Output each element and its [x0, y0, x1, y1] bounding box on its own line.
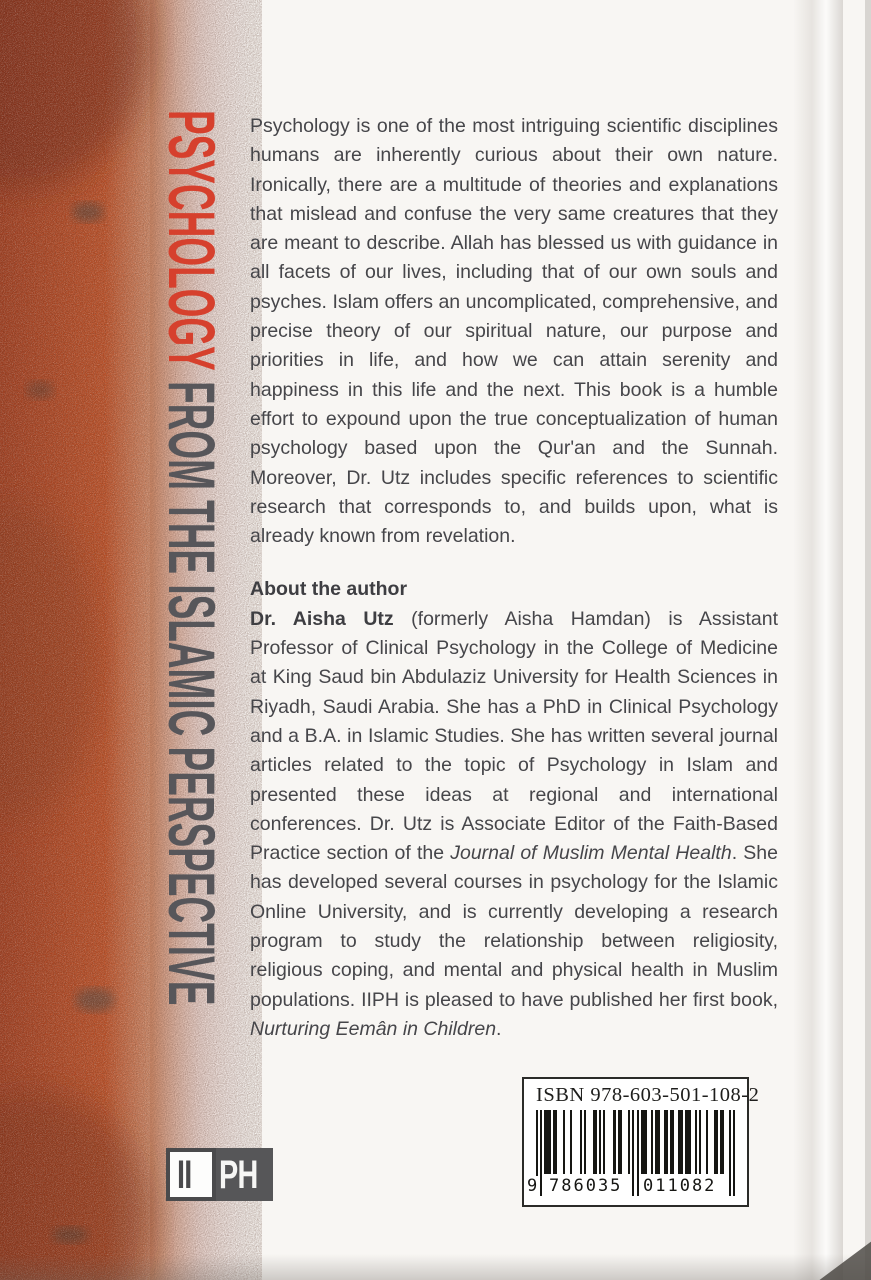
logo-letters-ii: II — [177, 1152, 192, 1197]
barcode-digit-lead: 9 — [527, 1176, 540, 1196]
barcode-digits-left: 786035 — [549, 1176, 623, 1196]
isbn-box — [522, 1077, 760, 1207]
spine-title-psychology: PSYCHOLOGY — [155, 110, 229, 371]
about-the-author-heading: About the author — [250, 578, 408, 601]
publisher-logo-iiph — [166, 1148, 273, 1201]
right-edge-shadow — [865, 0, 871, 1280]
logo-letters-ph: PH — [219, 1152, 258, 1197]
ean13-barcode — [527, 1110, 735, 1202]
isbn-number: ISBN 978-603-501-108-2 — [536, 1084, 760, 1106]
author-bio-paragraph: Dr. Aisha Utz (formerly Aisha Hamdan) is Assistant Professor of Clinical Psychology in the College of Medicine at King Saud bin Abdulaziz University for Health Sciences in Riyadh, Saudi Arabia. She has a PhD in Clinical Psychology and a B.A. in Islamic Studies. She has written several journal articles related to the topic of Psychology in Islam and presented these ideas at regional and international conferences. Dr. Utz is Associate Editor of the Faith-Based Practice section of the Journal of Muslim Mental Health. She has developed several courses in psychology for the Islamic Online University, and is currently developing a research program to study the relationship between religiosity, religious coping, and mental and physical health in Muslim populations. IIPH is pleased to have published her first book, Nurturing Eemân in Children. — [250, 607, 778, 1040]
spine-title-subtitle: FROM THE ISLAMIC PERSPECTIVE — [155, 370, 229, 1006]
background-corner — [815, 1232, 871, 1280]
back-cover-text-column — [250, 100, 778, 1044]
spine-title — [153, 110, 229, 1017]
barcode-digits-right: 011082 — [643, 1176, 717, 1196]
synopsis-paragraph: Psychology is one of the most intriguing scientific disciplines humans are inherently curious about their own nature. Ironically, there are a multitude of theories and explanations that mislead and confuse the very same creatures that they are meant to describe. Allah has blessed us with guidance in all facets of our lives, including that of our own souls and psyches. Islam offers an uncomplicated, comprehensive, and precise theory of our spiritual nature, our purpose and priorities in life, and how we can attain serenity and happiness in this life and the next. This book is a humble effort to expound upon the true conceptualization of human psychology based upon the Qur'an and the Sunnah. Moreover, Dr. Utz includes specific references to scientific research that corresponds to, and builds upon, what is already known from revelation. — [250, 115, 778, 548]
cover-crease-shadow — [793, 0, 843, 1280]
